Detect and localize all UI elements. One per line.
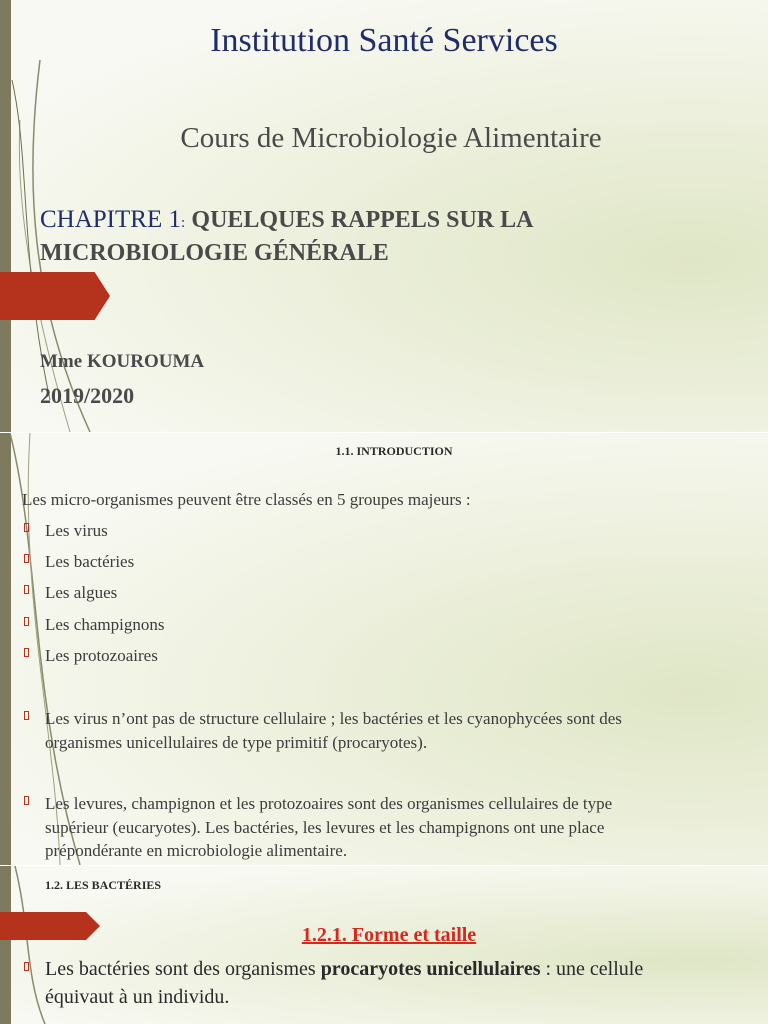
group-item: Les algues [45, 583, 118, 602]
course-title: Cours de Microbiologie Alimentaire [180, 122, 602, 154]
text-bold: procaryotes unicellulaires [320, 958, 541, 980]
bullet-icon [24, 617, 29, 626]
group-item: Les protozoaires [45, 646, 158, 665]
bullet-icon [24, 962, 29, 971]
bullet-icon [24, 554, 29, 563]
text-normal: Les bactéries sont des organismes [45, 958, 321, 980]
title-slide [0, 0, 768, 432]
paragraph-line: Les levures, champignon et les protozoaires sont des organismes cellulaires de type [45, 794, 613, 813]
group-item: Les champignons [45, 615, 165, 634]
introduction-slide [0, 433, 768, 865]
paragraph-line [45, 958, 643, 981]
paragraph-line: supérieur (eucaryotes). Les bactéries, les levures et les champignons ont une place [45, 818, 605, 837]
subsection-heading: 1.2.1. Forme et taille [301, 924, 477, 946]
intro-text: Les micro-organismes peuvent être classés en 5 groupes majeurs : [22, 490, 471, 509]
author-name: Mme KOUROUMA [40, 351, 205, 372]
paragraph-line: organismes unicellulaires de type primitif (procaryotes). [45, 733, 428, 752]
bullet-icon [24, 796, 29, 805]
chapter-separator: : [180, 215, 186, 231]
chapter-heading [40, 206, 533, 234]
red-arrow-decoration [0, 272, 110, 320]
text-normal: : une cellule [540, 958, 644, 980]
section-heading: 1.2. LES BACTÉRIES [45, 878, 162, 892]
bullet-icon [24, 585, 29, 594]
bullet-icon [24, 711, 29, 720]
bullet-icon [24, 523, 29, 532]
chapter-title-line2: MICROBIOLOGIE GÉNÉRALE [40, 240, 389, 266]
bullet-icon [24, 648, 29, 657]
institution-title: Institution Santé Services [210, 22, 558, 59]
slide-left-bar [0, 433, 11, 865]
paragraph-line: équivaut à un individu. [45, 986, 230, 1008]
group-item: Les virus [45, 521, 108, 540]
academic-year: 2019/2020 [40, 383, 135, 408]
chapter-title-line1: QUELQUES RAPPELS SUR LA [191, 207, 534, 233]
chapter-label: CHAPITRE 1 [40, 206, 181, 233]
group-item: Les bactéries [45, 552, 135, 571]
paragraph-line: Les virus n’ont pas de structure cellulaire ; les bactéries et les cyanophycées sont des [45, 709, 622, 728]
bacteria-slide [0, 866, 768, 1024]
slide-left-bar [0, 0, 11, 432]
paragraph-line: prépondérante en microbiologie alimentaire. [45, 841, 348, 860]
section-heading: 1.1. INTRODUCTION [335, 444, 453, 458]
